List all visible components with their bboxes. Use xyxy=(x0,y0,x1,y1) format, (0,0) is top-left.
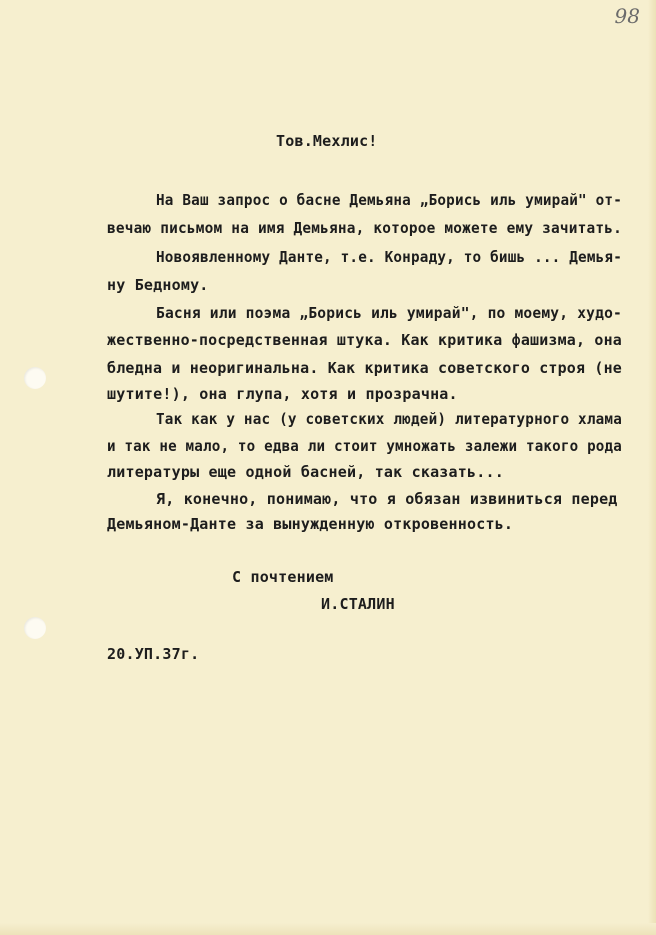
letter-line: литературы еще одной басней, так сказать... xyxy=(107,463,504,481)
date: 20.УП.37г. xyxy=(107,645,200,663)
letter-line: бледна и неоригинальна. Как критика советского строя (не xyxy=(107,359,622,377)
letter-line: Я, конечно, понимаю, что я обязан извиниться перед xyxy=(156,490,618,508)
closing: С почтением xyxy=(232,568,334,586)
letter-line: жественно-посредственная штука. Как критика фашизма, она xyxy=(107,331,622,349)
letter-line: ну Бедному. xyxy=(107,276,209,294)
punch-hole xyxy=(24,367,46,389)
letter-line: Так как у нас (у советских людей) литературного хлама xyxy=(156,410,622,428)
signature: И.СТАЛИН xyxy=(321,595,395,613)
letter-line: Басня или поэма „Борись иль умирай", по моему, худо- xyxy=(156,304,622,322)
letter-line: Демьяном-Данте за вынужденную откровенность. xyxy=(107,515,514,533)
page-number: 98 xyxy=(614,4,640,28)
punch-hole xyxy=(24,617,46,639)
page-edge xyxy=(648,0,656,935)
salutation: Тов.Мехлис! xyxy=(276,132,378,150)
letter-line: вечаю письмом на имя Демьяна, которое можете ему зачитать. xyxy=(107,219,622,237)
letter-line: и так не мало, то едва ли стоит умножать залежи такого рода xyxy=(107,437,622,455)
page-edge xyxy=(0,923,656,935)
letter-line: шутите!), она глупа, хотя и прозрачна. xyxy=(107,385,458,403)
letter-line: Новоявленному Данте, т.е. Конраду, то бишь ... Демья- xyxy=(156,248,622,266)
letter-line: На Ваш запрос о басне Демьяна „Борись иль умирай" от- xyxy=(156,191,622,209)
